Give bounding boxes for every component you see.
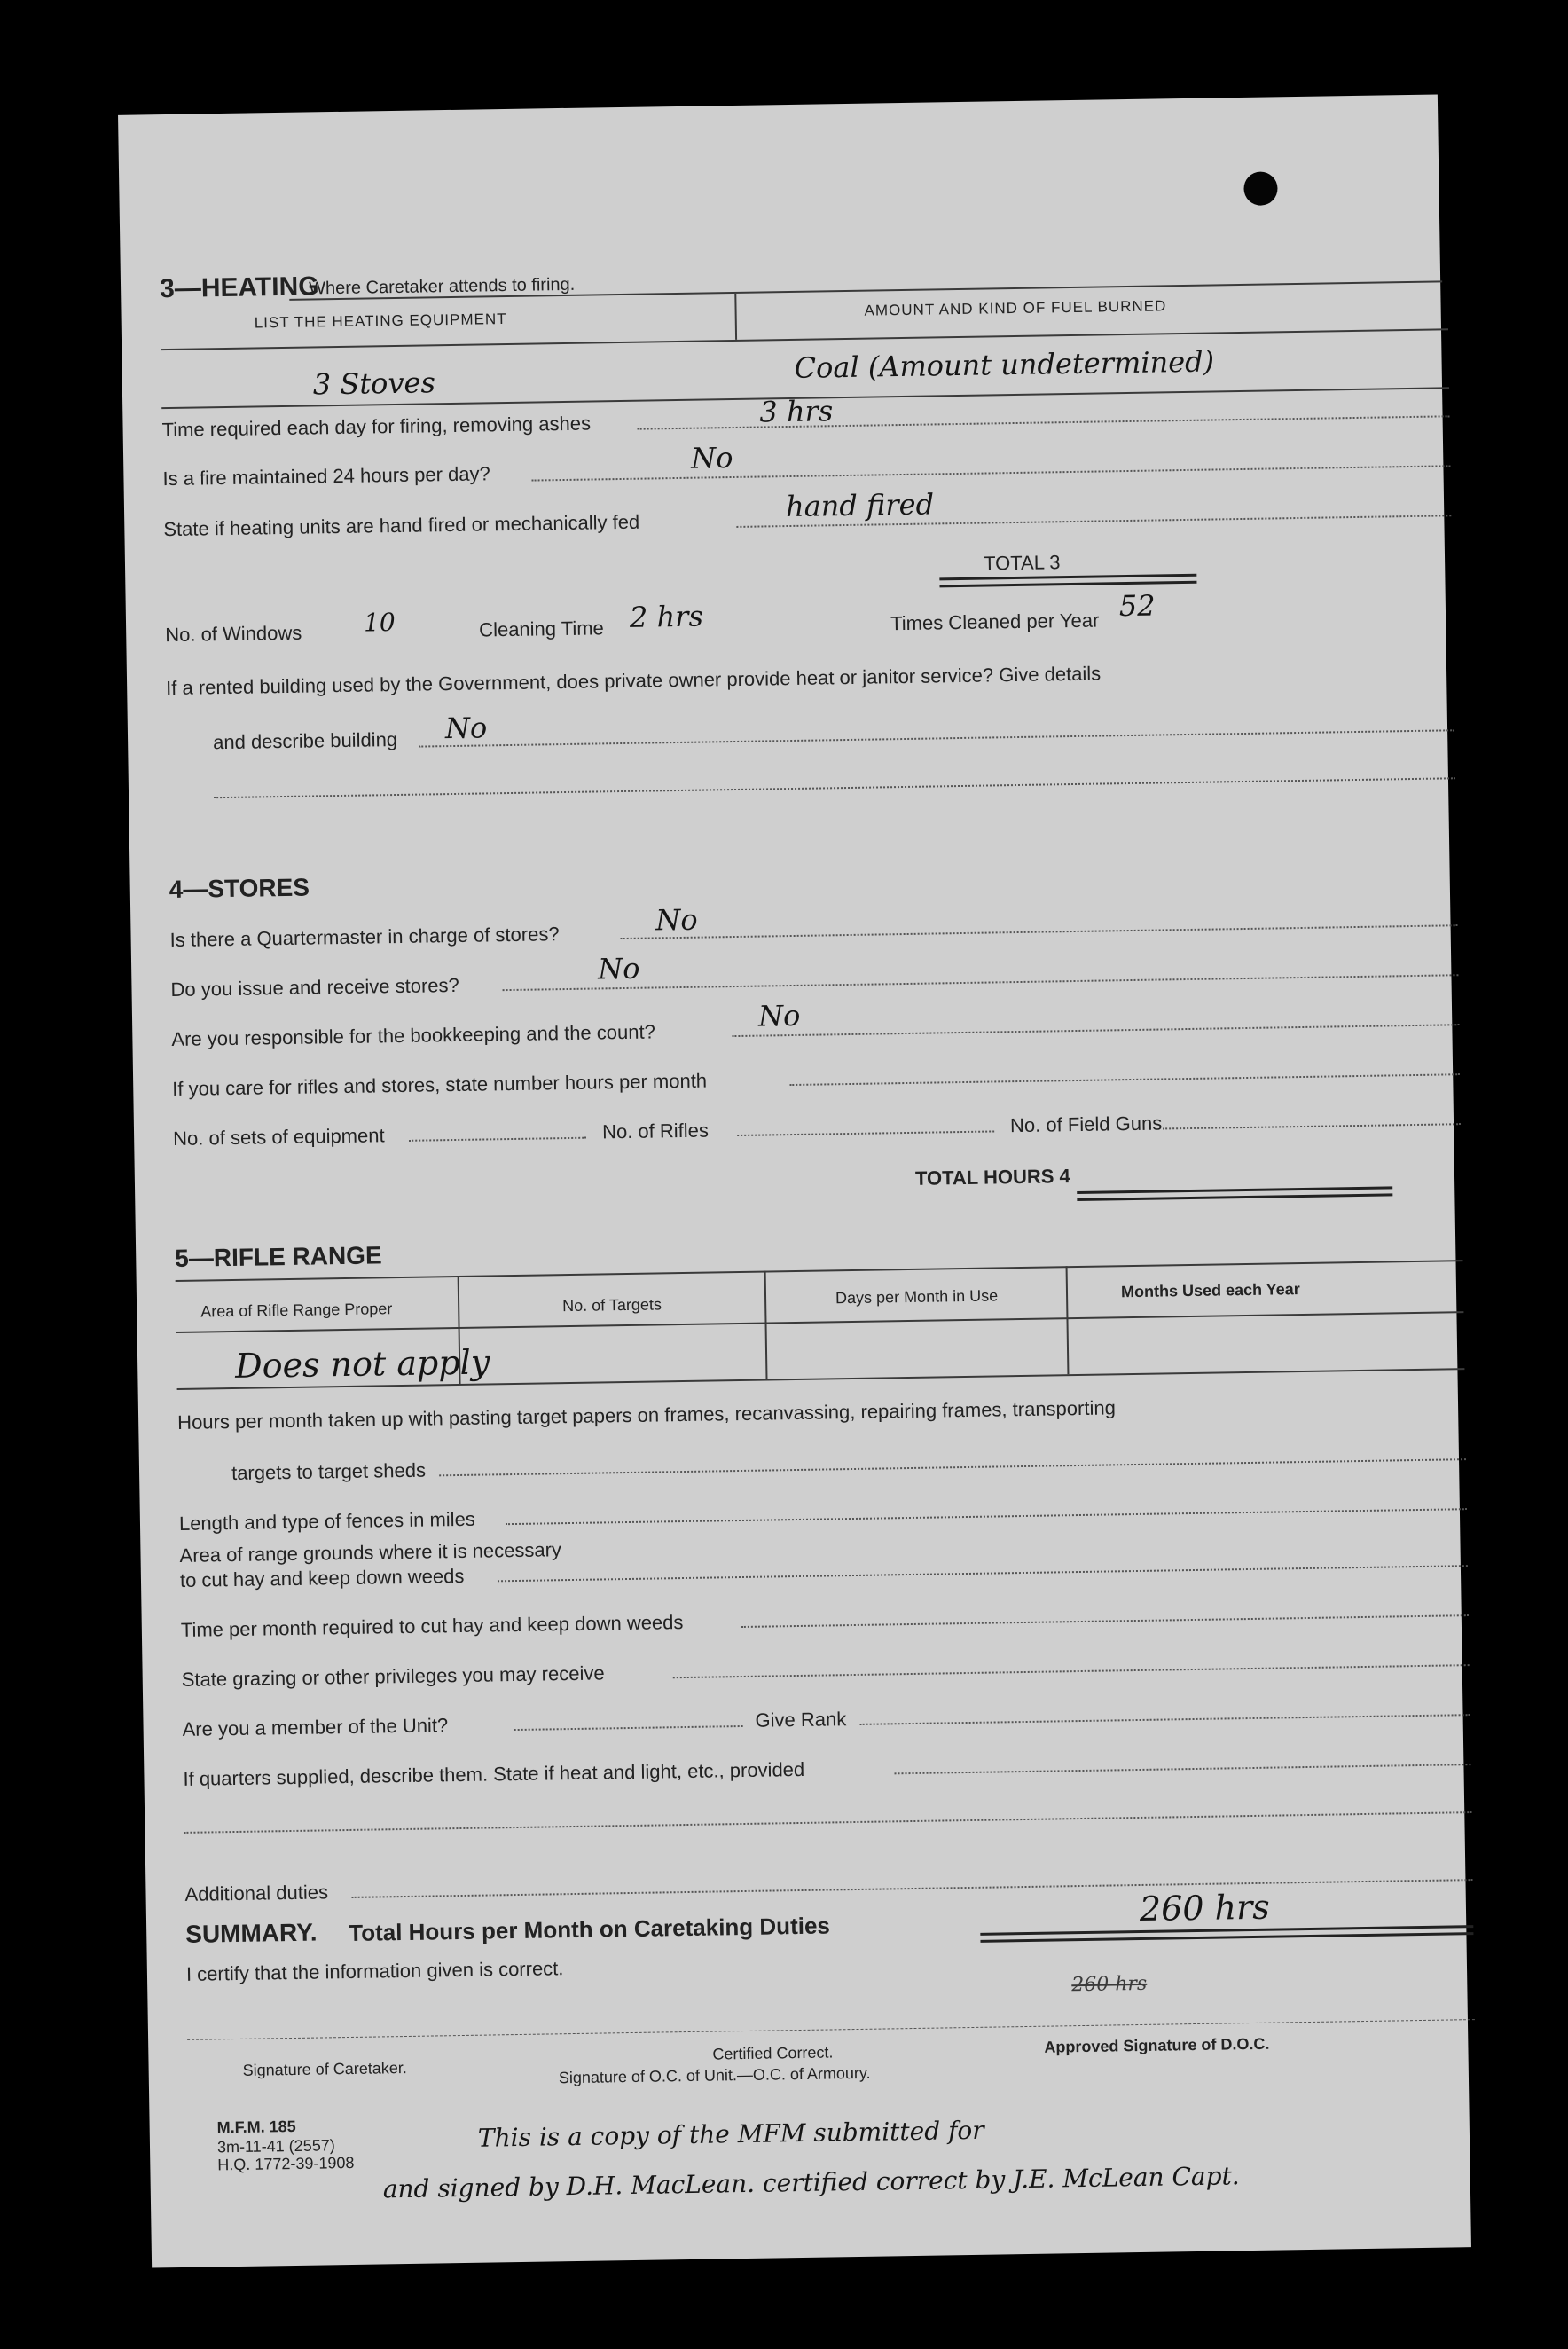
fill-line — [409, 1137, 586, 1142]
fill-line — [737, 1130, 994, 1136]
total-underline — [980, 1925, 1473, 1943]
qm-label: Is there a Quartermaster in charge of stores? — [169, 923, 560, 952]
sig-caretaker: Signature of Caretaker. — [242, 2058, 407, 2079]
fill-line — [732, 1024, 1459, 1037]
fill-line — [352, 1879, 1473, 1898]
units-label: State if heating units are hand fired or mechanically fed — [163, 510, 640, 541]
col-targets: No. of Targets — [562, 1295, 662, 1316]
sig-oc: Signature of O.C. of Unit.—O.C. of Armoury. — [558, 2063, 871, 2087]
fill-line — [498, 1565, 1468, 1582]
signature-line — [187, 2019, 1475, 2040]
fill-line — [184, 1811, 1471, 1834]
fire-label: Is a fire maintained 24 hours per day? — [162, 462, 490, 491]
col-equipment: LIST THE HEATING EQUIPMENT — [254, 310, 507, 332]
stores-total: TOTAL HOURS 4 — [914, 1165, 1070, 1190]
issue-label: Do you issue and receive stores? — [170, 973, 459, 1002]
struck-value: 260 hrs — [1071, 1972, 1148, 1997]
col-fuel: AMOUNT AND KIND OF FUEL BURNED — [864, 297, 1167, 319]
book-label: Are you responsible for the bookkeeping and the count? — [171, 1020, 656, 1051]
fill-line — [514, 1725, 743, 1731]
fill-line — [419, 729, 1454, 747]
certified-text: Certified Correct. — [712, 2043, 834, 2063]
additional-label: Additional duties — [184, 1881, 329, 1905]
total-underline — [939, 574, 1196, 588]
fill-line — [789, 1073, 1460, 1086]
fuel-value: Coal (Amount undetermined) — [794, 344, 1215, 385]
describe-label: and describe building — [212, 727, 398, 754]
fill-line — [894, 1764, 1470, 1774]
fences-label: Length and type of fences in miles — [178, 1507, 476, 1535]
form-code: M.F.M. 185 — [216, 2117, 296, 2137]
col-divider — [734, 294, 737, 340]
qm-value: No — [655, 902, 698, 938]
stores-title: 4—STORES — [169, 873, 310, 904]
fill-line — [621, 924, 1458, 939]
rifles-label: No. of Rifles — [601, 1119, 710, 1143]
fill-line — [673, 1664, 1470, 1678]
summary-label: Total Hours per Month on Caretaking Duties — [349, 1912, 831, 1946]
area-label-2: to cut hay and keep down weeds — [179, 1564, 465, 1591]
describe-value: No — [444, 711, 488, 746]
sets-label: No. of sets of equipment — [172, 1124, 385, 1151]
guns-label: No. of Field Guns — [1009, 1112, 1163, 1137]
issue-value: No — [597, 951, 640, 986]
time-label: Time required each day for firing, removing ashes — [161, 412, 592, 442]
cleaning-value: 2 hrs — [629, 599, 704, 634]
hours-label: Hours per month taken up with pasting target papers on frames, recanvassing, repairing frames, transporting — [176, 1396, 1117, 1434]
windows-label: No. of Windows — [165, 621, 302, 647]
fill-line — [741, 1614, 1469, 1628]
form-hq: H.Q. 1772-39-1908 — [217, 2153, 355, 2174]
punch-hole — [1243, 171, 1278, 206]
fill-line — [214, 777, 1455, 798]
note-line-2: and signed by D.H. MacLean. certified correct by J.E. McLean Capt. — [382, 2161, 1240, 2204]
member-label: Are you a member of the Unit? — [182, 1714, 449, 1740]
col-divider — [764, 1271, 768, 1379]
windows-value: 10 — [363, 607, 396, 638]
form-print: 3m-11-41 (2557) — [216, 2136, 335, 2157]
fill-line — [860, 1714, 1470, 1725]
time-value: 3 hrs — [759, 394, 834, 429]
range-value: Does not apply — [234, 1342, 490, 1386]
fill-line — [439, 1458, 1466, 1476]
rank-label: Give Rank — [755, 1708, 847, 1732]
fill-line — [506, 1508, 1467, 1525]
form-page — [118, 94, 1471, 2267]
cleaning-label: Cleaning Time — [478, 617, 605, 641]
heating-total: TOTAL 3 — [983, 551, 1061, 575]
area-label: Area of range grounds where it is necessary — [179, 1538, 562, 1567]
col-days: Days per Month in Use — [835, 1286, 999, 1308]
col-months: Months Used each Year — [1120, 1280, 1300, 1301]
hours-label-2: targets to target sheds — [231, 1458, 427, 1485]
book-value: No — [757, 998, 801, 1033]
fill-line — [503, 974, 1459, 991]
total-underline — [1077, 1186, 1392, 1201]
certify-text: I certify that the information given is correct. — [185, 1957, 564, 1985]
range-title: 5—RIFLE RANGE — [175, 1241, 382, 1272]
times-label: Times Cleaned per Year — [890, 609, 1100, 635]
rifles-care-label: If you care for rifles and stores, state number hours per month — [172, 1069, 708, 1101]
units-value: hand fired — [785, 487, 935, 524]
equipment-value: 3 Stoves — [312, 365, 436, 402]
fill-line — [532, 465, 1451, 481]
sig-doc: Approved Signature of D.O.C. — [1044, 2034, 1270, 2056]
range-time-label: Time per month required to cut hay and keep down weeds — [180, 1611, 684, 1641]
grazing-label: State grazing or other privileges you may receive — [181, 1662, 605, 1691]
col-area: Area of Rifle Range Proper — [200, 1300, 393, 1321]
rented-label: If a rented building used by the Government, does private owner provide heat or janitor service? Give details — [165, 662, 1102, 700]
fill-line — [1163, 1123, 1461, 1129]
rule — [161, 328, 1448, 350]
col-divider — [1066, 1266, 1070, 1374]
heating-title: 3—HEATING — [159, 271, 319, 304]
summary-title: SUMMARY. — [185, 1918, 318, 1948]
fire-value: No — [690, 440, 733, 475]
note-line-1: This is a copy of the MFM submitted for — [477, 2115, 984, 2153]
times-value: 52 — [1118, 588, 1156, 624]
summary-value: 260 hrs — [1139, 1887, 1271, 1929]
quarters-label: If quarters supplied, describe them. State if heat and light, etc., provided — [183, 1757, 805, 1790]
heating-subtitle: Where Caretaker attends to firing. — [308, 274, 576, 299]
